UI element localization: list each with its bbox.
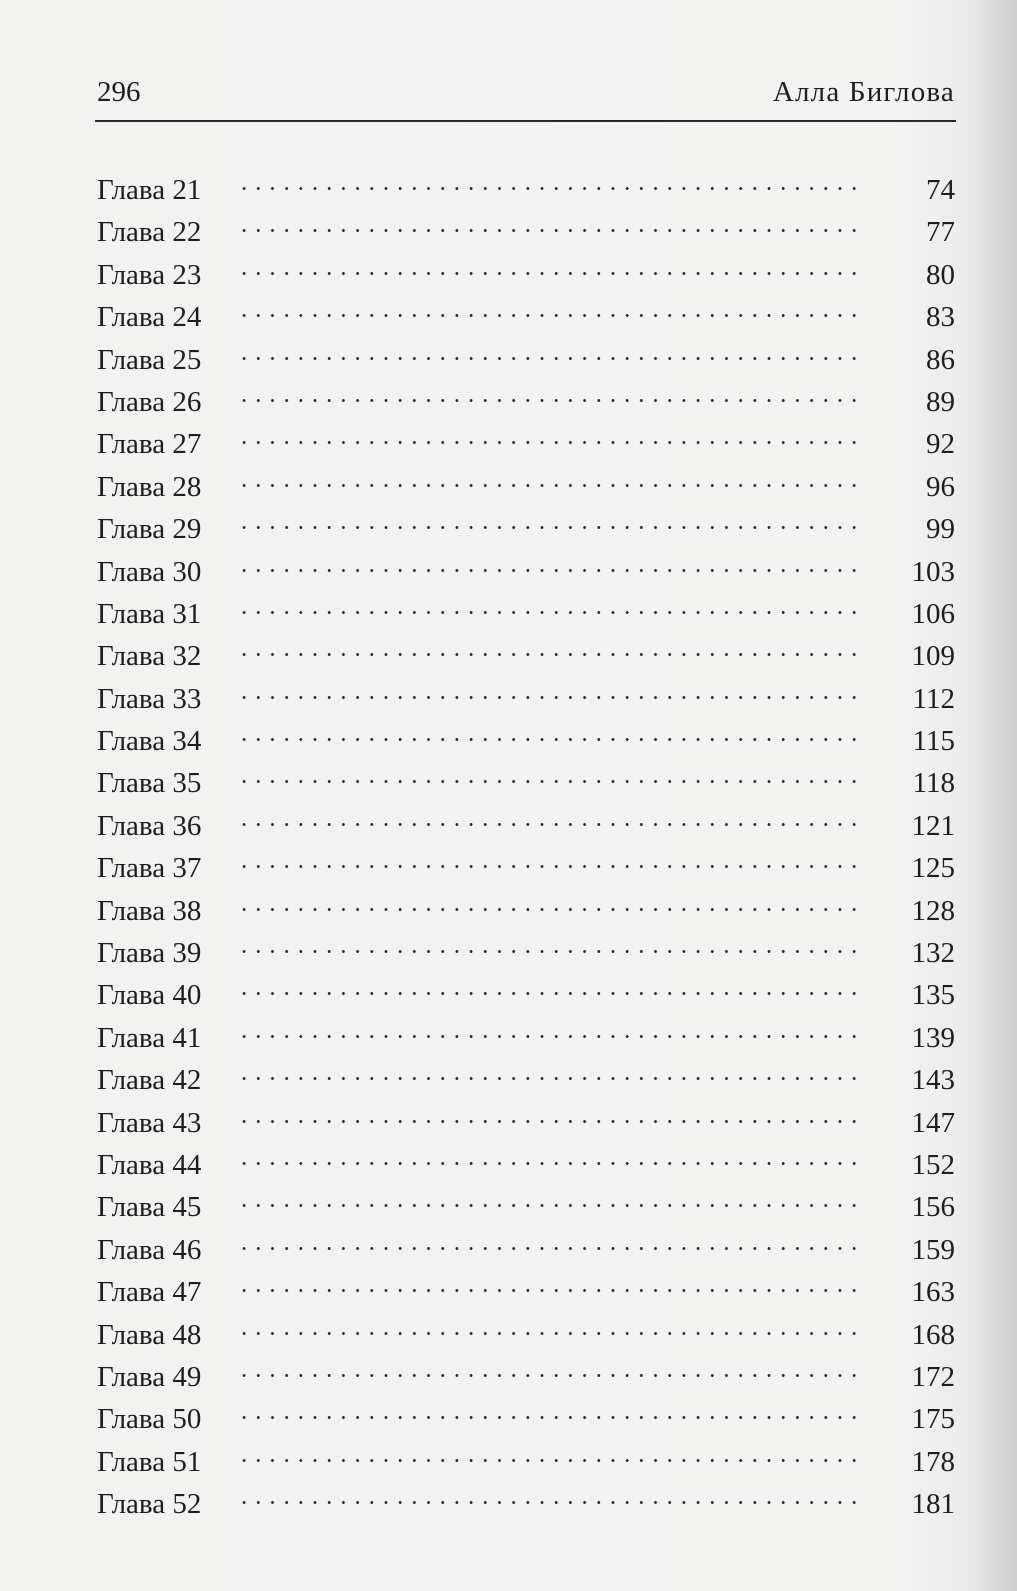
- chapter-page-number: 115: [912, 725, 955, 758]
- toc-entry: [97, 1429, 955, 1478]
- chapter-page-number: 181: [911, 1488, 955, 1521]
- chapter-page-number: 96: [926, 470, 955, 503]
- dot-leader: [237, 623, 863, 665]
- dot-leader: [237, 708, 863, 750]
- toc-entry: [97, 666, 955, 715]
- dot-leader: [237, 1429, 863, 1471]
- chapter-page-number: 92: [926, 428, 955, 461]
- chapter-title: Глава 31: [97, 597, 202, 630]
- dot-leader: [237, 1386, 863, 1428]
- dot-leader: [237, 539, 863, 581]
- chapter-title: Глава 22: [97, 216, 202, 249]
- toc-entry: [97, 496, 955, 546]
- chapter-page-number: 121: [911, 809, 955, 842]
- toc-entry: [97, 750, 955, 800]
- chapter-page-number: 80: [926, 258, 955, 291]
- chapter-page-number: 163: [911, 1276, 955, 1309]
- chapter-page-number: 77: [926, 216, 955, 249]
- toc-entry: [97, 1090, 955, 1139]
- dot-leader: [237, 666, 863, 708]
- dot-leader: [237, 1217, 863, 1259]
- chapter-page-number: 168: [911, 1318, 955, 1351]
- chapter-title: Глава 48: [97, 1318, 202, 1351]
- chapter-page-number: 112: [912, 682, 955, 715]
- toc-entry: [97, 1344, 955, 1393]
- toc-entry: [97, 284, 955, 334]
- toc-entry: [97, 581, 955, 630]
- header-rule: [95, 120, 956, 122]
- toc-entry: [97, 157, 955, 206]
- toc-entry: [97, 835, 955, 885]
- chapter-page-number: 83: [926, 301, 955, 334]
- chapter-page-number: 143: [911, 1064, 955, 1097]
- toc-entry: [97, 411, 955, 461]
- toc-entry: [97, 199, 955, 249]
- dot-leader: [237, 496, 863, 538]
- chapter-page-number: 109: [911, 640, 955, 673]
- chapter-page-number: 89: [926, 385, 955, 418]
- toc-entry: [97, 920, 955, 970]
- chapter-page-number: 125: [911, 852, 955, 885]
- dot-leader: [237, 793, 863, 835]
- chapter-title: Глава 38: [97, 894, 202, 927]
- chapter-title: Глава 25: [97, 343, 202, 376]
- toc-entry: [97, 1132, 955, 1181]
- chapter-page-number: 152: [911, 1148, 955, 1181]
- chapter-title: Глава 33: [97, 682, 202, 715]
- chapter-title: Глава 39: [97, 937, 202, 970]
- chapter-title: Глава 28: [97, 470, 202, 503]
- dot-leader: [237, 1174, 863, 1216]
- toc-entry: [97, 1302, 955, 1351]
- chapter-page-number: 86: [926, 343, 955, 376]
- chapter-page-number: 118: [912, 767, 955, 800]
- chapter-title: Глава 27: [97, 428, 202, 461]
- dot-leader: [237, 242, 863, 284]
- dot-leader: [237, 920, 863, 962]
- toc-entry: [97, 539, 955, 588]
- chapter-title: Глава 44: [97, 1148, 202, 1181]
- toc-entry: [97, 327, 955, 376]
- toc-entry: [97, 454, 955, 503]
- toc-entry: [97, 242, 955, 291]
- chapter-title: Глава 37: [97, 852, 202, 885]
- chapter-title: Глава 24: [97, 301, 202, 334]
- chapter-page-number: 132: [911, 937, 955, 970]
- dot-leader: [237, 962, 863, 1004]
- toc-entry: [97, 708, 955, 758]
- chapter-title: Глава 49: [97, 1360, 202, 1393]
- toc-entry: [97, 962, 955, 1012]
- dot-leader: [237, 199, 863, 241]
- toc-entry: [97, 623, 955, 673]
- dot-leader: [237, 1047, 863, 1089]
- toc-entry: [97, 793, 955, 842]
- dot-leader: [237, 411, 863, 453]
- chapter-title: Глава 40: [97, 979, 202, 1012]
- chapter-title: Глава 26: [97, 385, 202, 418]
- chapter-title: Глава 29: [97, 513, 202, 546]
- dot-leader: [237, 454, 863, 496]
- chapter-page-number: 156: [911, 1191, 955, 1224]
- author-name: Алла Биглова: [772, 76, 955, 108]
- chapter-title: Глава 34: [97, 725, 202, 758]
- chapter-page-number: 159: [911, 1233, 955, 1266]
- chapter-page-number: 178: [911, 1445, 955, 1478]
- chapter-page-number: 139: [911, 1021, 955, 1054]
- dot-leader: [237, 1302, 863, 1344]
- dot-leader: [237, 1259, 863, 1301]
- chapter-title: Глава 52: [97, 1488, 202, 1521]
- chapter-page-number: 172: [911, 1360, 955, 1393]
- toc-entry: [97, 369, 955, 418]
- dot-leader: [237, 750, 863, 792]
- dot-leader: [237, 878, 863, 920]
- chapter-title: Глава 41: [97, 1021, 202, 1054]
- chapter-title: Глава 42: [97, 1064, 202, 1097]
- chapter-page-number: 106: [911, 597, 955, 630]
- dot-leader: [237, 284, 863, 326]
- toc-entry: [97, 878, 955, 927]
- chapter-title: Глава 46: [97, 1233, 202, 1266]
- dot-leader: [237, 157, 863, 199]
- chapter-title: Глава 30: [97, 555, 202, 588]
- toc-entry: [97, 1047, 955, 1097]
- toc-entry: [97, 1174, 955, 1224]
- table-of-contents: [97, 157, 955, 1521]
- chapter-page-number: 175: [911, 1403, 955, 1436]
- chapter-page-number: 74: [926, 174, 955, 206]
- chapter-title: Глава 35: [97, 767, 202, 800]
- toc-entry: [97, 1217, 955, 1266]
- dot-leader: [237, 1005, 863, 1047]
- chapter-title: Глава 36: [97, 809, 202, 842]
- chapter-title: Глава 47: [97, 1276, 202, 1309]
- dot-leader: [237, 835, 863, 877]
- page-number: 296: [97, 76, 141, 108]
- dot-leader: [237, 369, 863, 411]
- running-head: [97, 70, 955, 114]
- chapter-page-number: 99: [926, 513, 955, 546]
- chapter-page-number: 147: [911, 1106, 955, 1139]
- toc-entry: [97, 1471, 955, 1521]
- chapter-page-number: 128: [911, 894, 955, 927]
- chapter-title: Глава 43: [97, 1106, 202, 1139]
- toc-entry: [97, 1386, 955, 1436]
- dot-leader: [237, 327, 863, 369]
- chapter-page-number: 103: [911, 555, 955, 588]
- dot-leader: [237, 581, 863, 623]
- chapter-title: Глава 23: [97, 258, 202, 291]
- chapter-title: Глава 45: [97, 1191, 202, 1224]
- dot-leader: [237, 1132, 863, 1174]
- toc-entry: [97, 1259, 955, 1309]
- chapter-title: Глава 32: [97, 640, 202, 673]
- toc-entry: [97, 1005, 955, 1054]
- chapter-page-number: 135: [911, 979, 955, 1012]
- dot-leader: [237, 1344, 863, 1386]
- chapter-title: Глава 51: [97, 1445, 202, 1478]
- chapter-title: Глава 50: [97, 1403, 202, 1436]
- chapter-title: Глава 21: [97, 174, 202, 206]
- dot-leader: [237, 1090, 863, 1132]
- dot-leader: [237, 1471, 863, 1513]
